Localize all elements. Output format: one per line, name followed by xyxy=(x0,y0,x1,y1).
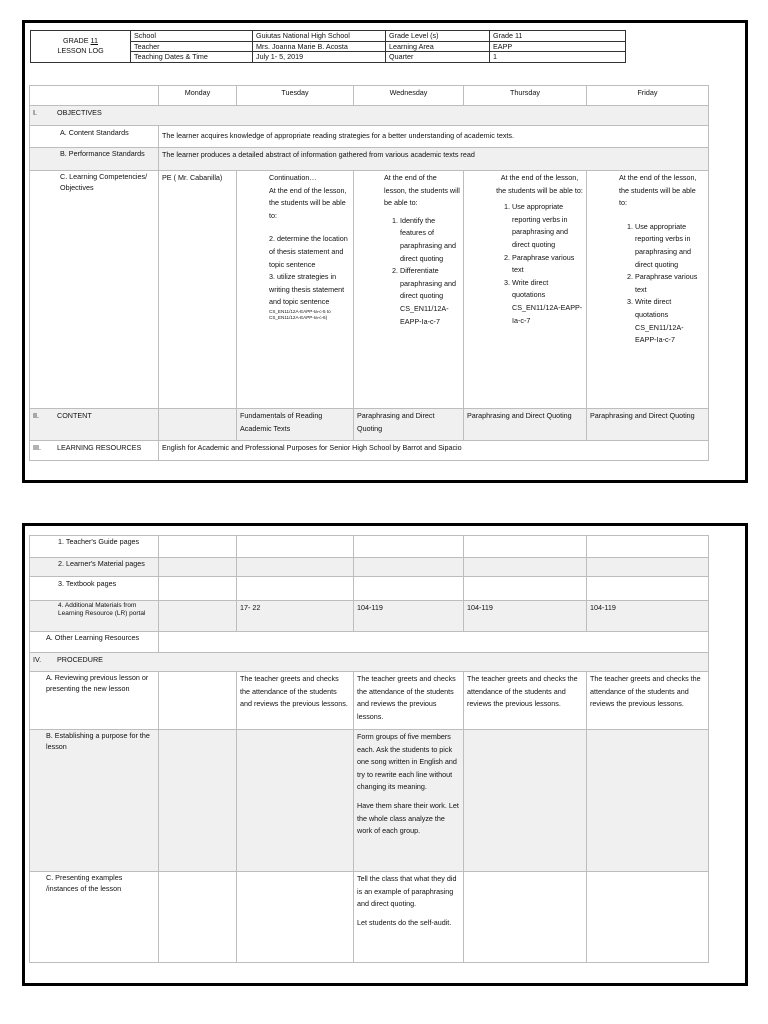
school-value: Guiutas National High School xyxy=(253,31,386,42)
performance-standards-label: B. Performance Standards xyxy=(30,148,159,171)
am-thursday: 104-119 xyxy=(464,601,587,632)
procedure-label: PROCEDURE xyxy=(57,655,103,664)
other-resources-value xyxy=(159,632,709,653)
am-friday: 104-119 xyxy=(587,601,709,632)
competencies-wednesday xyxy=(354,171,464,409)
friday-objective-2: 2. Paraphrase various text xyxy=(635,271,705,296)
objectives-label: OBJECTIVES xyxy=(57,108,102,117)
am-tuesday: 17- 22 xyxy=(237,601,354,632)
content-thursday: Paraphrasing and Direct Quoting xyxy=(464,409,587,441)
wednesday-objectives-list xyxy=(384,215,460,328)
lm-monday xyxy=(159,558,237,577)
content-label: CONTENT xyxy=(57,411,92,420)
tb-wednesday xyxy=(354,577,464,601)
lm-wednesday xyxy=(354,558,464,577)
content-tuesday: Fundamentals of Reading Academic Texts xyxy=(237,409,354,441)
content-standards-label: A. Content Standards xyxy=(30,126,159,148)
lesson-grid-page-1 xyxy=(29,85,709,461)
tuesday-lead: At the end of the lesson, the students will be able to: xyxy=(269,185,347,220)
resources-heading xyxy=(30,441,159,461)
grade-lesson-log-cell xyxy=(31,31,131,63)
reviewing-monday xyxy=(159,672,237,730)
competencies-monday: PE ( Mr. Cabanilla) xyxy=(159,171,237,409)
examples-wednesday-p2: Let students do the self-audit. xyxy=(357,917,452,927)
thursday-objectives-list xyxy=(496,201,583,327)
examples-wednesday-p1: Tell the class that what they did is an example of paraphrasing and direct quoting. xyxy=(357,874,457,909)
teacher-value: Mrs. Joanna Marie B. Acosta xyxy=(253,41,386,52)
grade-level-value: Grade 11 xyxy=(490,31,626,42)
tg-friday xyxy=(587,536,709,558)
day-header-wednesday: Wednesday xyxy=(354,86,464,106)
lm-tuesday xyxy=(237,558,354,577)
tb-thursday xyxy=(464,577,587,601)
tg-wednesday xyxy=(354,536,464,558)
purpose-label: B. Establishing a purpose for the lesson xyxy=(30,730,159,872)
am-monday xyxy=(159,601,237,632)
competencies-thursday xyxy=(464,171,587,409)
purpose-tuesday xyxy=(237,730,354,872)
examples-tuesday xyxy=(237,872,354,963)
teacher-label: Teacher xyxy=(131,41,253,52)
other-resources-label: A. Other Learning Resources xyxy=(30,632,159,653)
purpose-thursday xyxy=(464,730,587,872)
tb-tuesday xyxy=(237,577,354,601)
purpose-wednesday-p2: Have them share their work. Let the whole class analyze the work of each group. xyxy=(357,800,459,836)
thursday-lead: At the end of the lesson, the students will be able to: xyxy=(496,173,583,195)
friday-objective-1: 1. Use appropriate reporting verbs in paraphrasing and direct quoting xyxy=(635,221,705,271)
tuesday-objective-3: 3. utilize strategies in writing thesis statement and topic sentence xyxy=(269,272,345,307)
tg-tuesday xyxy=(237,536,354,558)
reviewing-tuesday: The teacher greets and checks the attendance of the students and reviews the previous lessons. xyxy=(237,672,354,730)
lm-friday xyxy=(587,558,709,577)
purpose-friday xyxy=(587,730,709,872)
grade-level-label: Grade Level (s) xyxy=(386,31,490,42)
school-label: School xyxy=(131,31,253,42)
dates-value: July 1- 5, 2019 xyxy=(253,52,386,63)
friday-lead: At the end of the lesson, the students will be able to: xyxy=(619,173,697,208)
reviewing-thursday: The teacher greets and checks the attendance of the students and reviews the previous lessons. xyxy=(464,672,587,730)
competencies-tuesday xyxy=(237,171,354,409)
tb-monday xyxy=(159,577,237,601)
content-heading xyxy=(30,409,159,441)
content-numeral: II. xyxy=(33,411,39,420)
content-monday xyxy=(159,409,237,441)
learning-area-value: EAPP xyxy=(490,41,626,52)
resources-label: LEARNING RESOURCES xyxy=(57,443,142,452)
tg-thursday xyxy=(464,536,587,558)
quarter-value: 1 xyxy=(490,52,626,63)
content-wednesday: Paraphrasing and Direct Quoting xyxy=(354,409,464,441)
wednesday-objective-2: 2. Differentiate paraphrasing and direct quoting CS_EN11/12A-EAPP-Ia-c-7 xyxy=(400,265,460,328)
tuesday-objective-2: 2. determine the location of thesis statement and topic sentence xyxy=(269,234,348,269)
content-standards-text: The learner acquires knowledge of appropriate reading strategies for a better understanding of academic texts. xyxy=(159,126,709,148)
thursday-objective-1: 1. Use appropriate reporting verbs in paraphrasing and direct quoting xyxy=(512,201,583,251)
lesson-grid-page-2 xyxy=(29,535,709,963)
reviewing-wednesday: The teacher greets and checks the attendance of the students and reviews the previous lessons. xyxy=(354,672,464,730)
reviewing-friday: The teacher greets and checks the attendance of the students and reviews the previous lessons. xyxy=(587,672,709,730)
wednesday-lead: At the end of the lesson, the students will be able to: xyxy=(384,173,460,208)
resources-text: English for Academic and Professional Purposes for Senior High School by Barrot and Sipacio xyxy=(159,441,709,461)
teachers-guide-label: 1. Teacher's Guide pages xyxy=(30,536,159,558)
textbook-label: 3. Textbook pages xyxy=(30,577,159,601)
objectives-heading xyxy=(30,106,709,126)
purpose-monday xyxy=(159,730,237,872)
tuesday-code: CS_EN11/12A-EAPP-Ia-c-5 to CS_EN11/12A-EAPP-Ia-c-6) xyxy=(269,308,331,320)
content-friday: Paraphrasing and Direct Quoting xyxy=(587,409,709,441)
grade-number: 11 xyxy=(90,36,99,46)
examples-wednesday xyxy=(354,872,464,963)
lm-thursday xyxy=(464,558,587,577)
resources-numeral: III. xyxy=(33,443,41,452)
competencies-friday xyxy=(587,171,709,409)
lesson-log-label: LESSON LOG xyxy=(57,46,104,56)
competencies-label: C. Learning Competencies/ Objectives xyxy=(30,171,159,409)
am-wednesday: 104-119 xyxy=(354,601,464,632)
learning-area-label: Learning Area xyxy=(386,41,490,52)
examples-monday xyxy=(159,872,237,963)
tuesday-intro: Continuation… xyxy=(269,173,317,182)
procedure-heading xyxy=(30,653,709,672)
dates-label: Teaching Dates & Time xyxy=(131,52,253,63)
quarter-label: Quarter xyxy=(386,52,490,63)
performance-standards-text: The learner produces a detailed abstract of information gathered from various academic texts read xyxy=(159,148,709,171)
thursday-objective-3: 3. Write direct quotations CS_EN11/12A-EAPP-Ia-c-7 xyxy=(512,277,583,327)
grade-text: GRADE xyxy=(62,36,89,46)
day-header-thursday: Thursday xyxy=(464,86,587,106)
reviewing-label: A. Reviewing previous lesson or presenting the new lesson xyxy=(30,672,159,730)
header-table xyxy=(30,30,626,63)
day-header-tuesday: Tuesday xyxy=(237,86,354,106)
tg-monday xyxy=(159,536,237,558)
friday-objective-3: 3. Write direct quotations CS_EN11/12A-EAPP-Ia-c-7 xyxy=(635,296,705,346)
examples-label: C. Presenting examples /instances of the lesson xyxy=(30,872,159,963)
purpose-wednesday-p1: Form groups of five members each. Ask the students to pick one song written in English and try to rewrite each line without changing its meaning. xyxy=(357,732,457,792)
examples-thursday xyxy=(464,872,587,963)
learners-material-label: 2. Learner's Material pages xyxy=(30,558,159,577)
day-header-empty xyxy=(30,86,159,106)
tb-friday xyxy=(587,577,709,601)
thursday-objective-2: 2. Paraphrase various text xyxy=(512,252,583,277)
purpose-wednesday xyxy=(354,730,464,872)
lesson-log-page-2 xyxy=(22,523,748,986)
friday-objectives-list xyxy=(619,221,705,347)
lesson-log-page-1 xyxy=(22,20,748,483)
objectives-numeral: I. xyxy=(33,108,37,117)
examples-friday xyxy=(587,872,709,963)
additional-materials-label: 4. Additional Materials from Learning Resource (LR) portal xyxy=(30,601,159,632)
day-header-friday: Friday xyxy=(587,86,709,106)
day-header-monday: Monday xyxy=(159,86,237,106)
wednesday-objective-1: 1. Identify the features of paraphrasing and direct quoting xyxy=(400,215,460,265)
procedure-numeral: IV. xyxy=(33,655,42,664)
